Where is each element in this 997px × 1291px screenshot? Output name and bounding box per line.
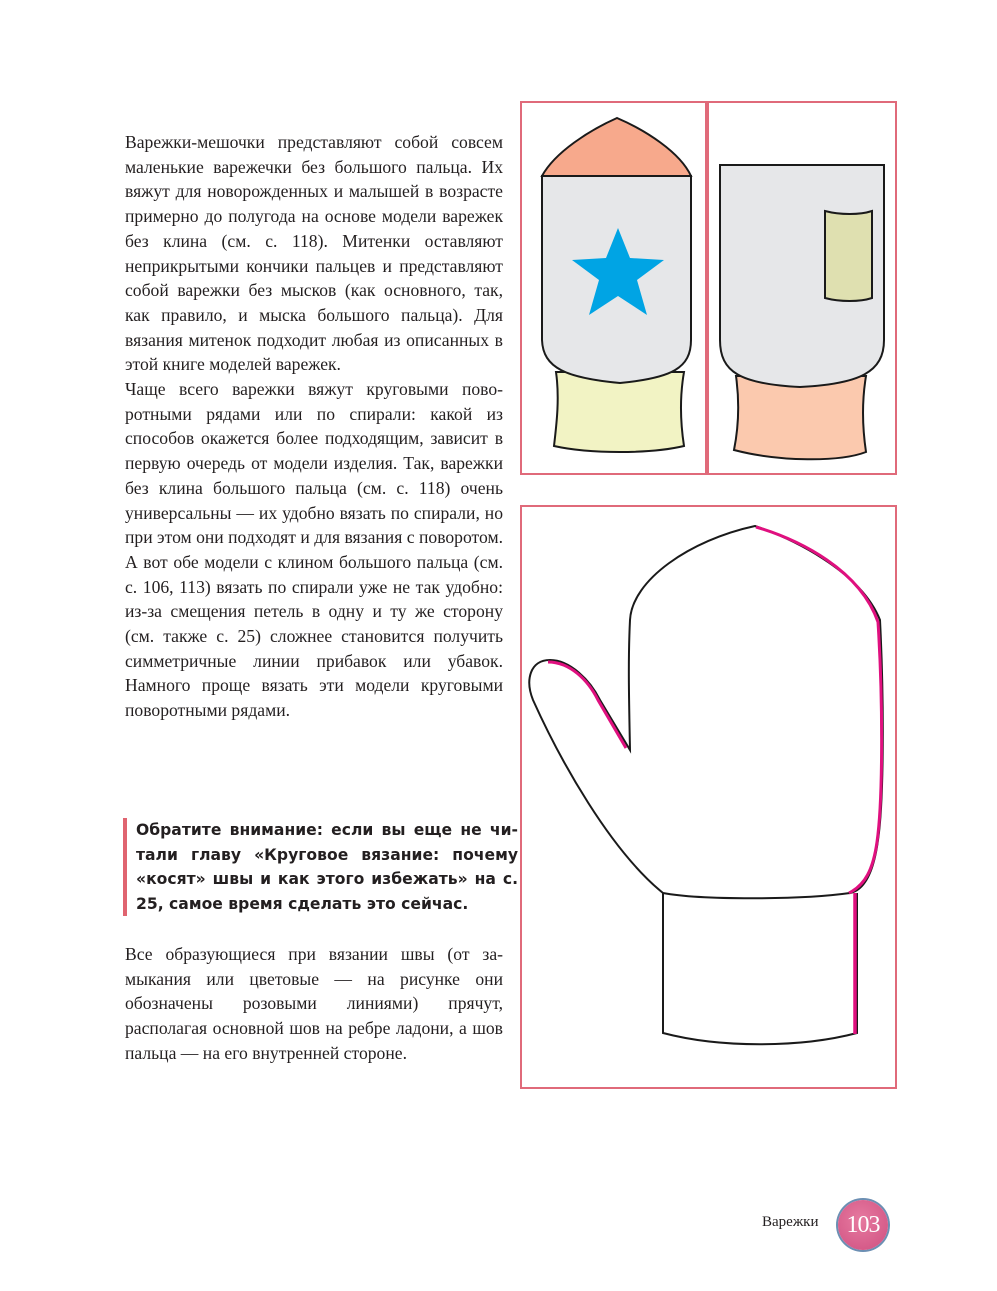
paragraph-mitten-sacks: Варежки-мешочки представляют собой совсем маленькие варежечки без большого пальца. Их вяжут для новорожденных и малышей в возрасте примерно до полугода на основе модели варежек без клина (см. с. 118). Митенки оставляют неприкрытыми кончики пальцев и представляют собой варежки без мысков (как основного, так, как правило, и мыска большого пальца). Для вязания митенок подходит любая из описанных в этой книге моделей варежек. bbox=[125, 132, 503, 375]
paragraph-seams: Все образующиеся при вязании швы (от замыкания или цветовые — на рисунке они обозначены розовыми линиями) прячут, располагая основной шов на ребре ладони, а шов пальца — на его внутренней стороне. bbox=[125, 944, 503, 1063]
mitten-tip bbox=[542, 118, 691, 176]
mitten-cuff bbox=[554, 372, 684, 452]
page-number-badge: 103 bbox=[838, 1200, 888, 1250]
paragraph-knitting-methods: Чаще всего варежки вяжут круговыми поворотными рядами или по спирали: какой из способов окажется более подходящим, зависит в первую очередь от модели изделия. Так, варежки без клина большого пальца (см. с. 118) очень универсальны — их удобно вязать по спирали, но при этом они подходят и для вязания с поворотом. А вот обе модели с клином большого пальца (см. с. 106, 113) вязать по спирали уже не так удобно: из-за смещения петель в одну и ту же сторону (см. также с. 25) сложнее становится получить симметричные линии прибавок или убавок. Намного проще вязать эти модели круговыми поворотными рядами. bbox=[125, 379, 503, 721]
mitten-cuff bbox=[734, 376, 866, 459]
mitten-sack-figure bbox=[542, 118, 691, 452]
cuff-outline bbox=[663, 893, 857, 1044]
thumb-opening bbox=[825, 211, 872, 301]
section-label: Варежки bbox=[762, 1214, 819, 1230]
fingerless-mitten-figure bbox=[720, 165, 884, 459]
attention-callout: Обратите внимание: если вы еще не читали главу «Круговое вязание: почему «косят» швы и как этого избежать» на с. 25, самое время сделать это сейчас. bbox=[123, 818, 518, 916]
mitten-outline bbox=[529, 526, 882, 898]
mitten-outline-figure bbox=[529, 526, 882, 1044]
